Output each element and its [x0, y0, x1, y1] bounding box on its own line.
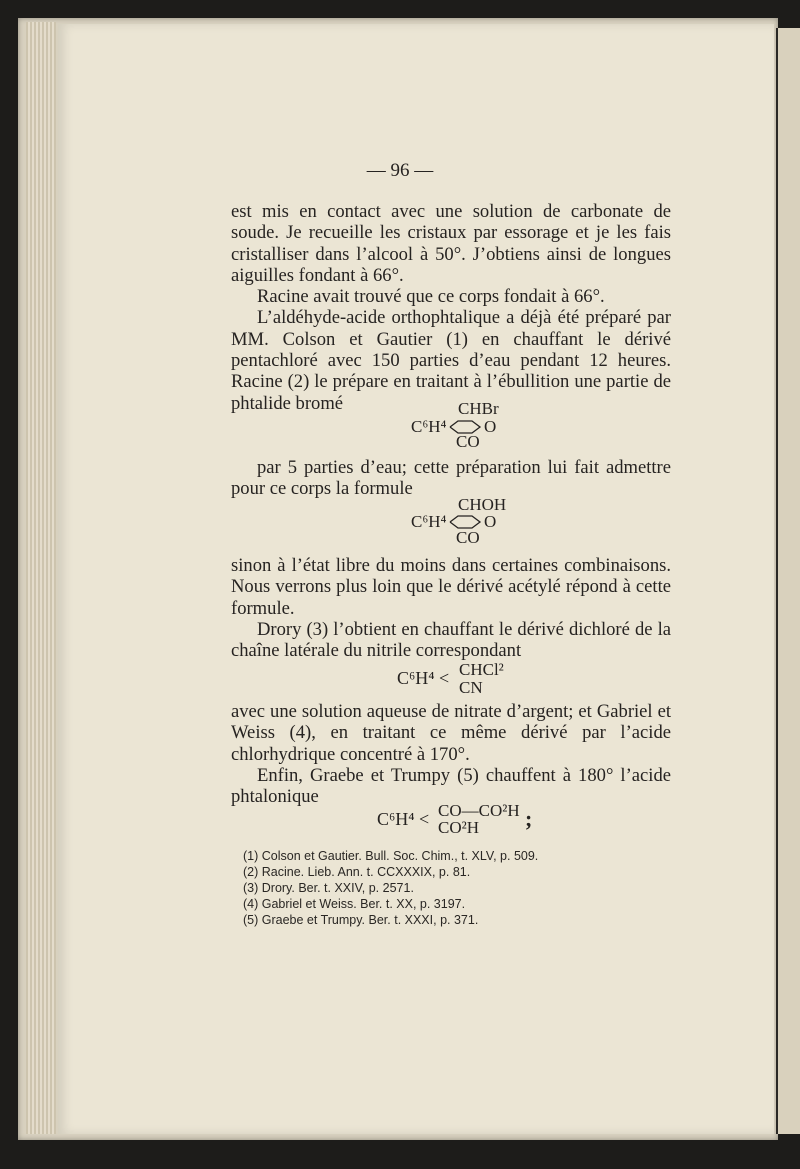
formula-left: C⁶H⁴ — [411, 417, 447, 436]
text-block-d — [231, 701, 671, 807]
paragraph: Enfin, Graebe et Trumpy (5) chauffent à 180° l’acide phtalonique — [231, 764, 671, 808]
paragraph: Drory (3) l’obtient en chauffant le dérivé dichloré de la chaîne latérale du nitrile correspondant — [231, 618, 671, 662]
paragraph: Racine avait trouvé que ce corps fondait à 66°. — [257, 286, 605, 308]
formula-top: CHCl² — [459, 660, 504, 679]
text-block-a — [231, 201, 671, 414]
formula-end: ; — [525, 806, 533, 831]
page-stack-edge — [26, 22, 56, 1134]
formula-left: C⁶H⁴ — [411, 512, 447, 531]
paragraph: avec une solution aqueuse de nitrate d’argent; et Gabriel et Weiss (4), en traitant ce même dérivé par l’acide chlorhydrique concentré à 170°. — [231, 701, 671, 765]
footnote: (5) Graebe et Trumpy. Ber. t. XXXI, p. 371. — [243, 913, 479, 927]
formula-bottom: CO — [456, 528, 480, 547]
page-number: — 96 — — [366, 160, 434, 181]
footnote: (4) Gabriel et Weiss. Ber. t. XX, p. 3197. — [243, 897, 466, 911]
formula-bottom: CN — [459, 678, 483, 697]
paragraph: par 5 parties d’eau; cette préparation lui fait admettre pour ce corps la formule — [231, 457, 671, 500]
next-page-edge — [776, 28, 800, 1134]
text-block-b — [231, 457, 671, 500]
footnote: (1) Colson et Gautier. Bull. Soc. Chim., t. XLV, p. 509. — [243, 849, 539, 863]
formula-left: C⁶H⁴ < — [397, 668, 450, 688]
footnote: (2) Racine. Lieb. Ann. t. CCXXXIX, p. 81. — [243, 865, 471, 879]
paragraph: est mis en contact avec une solution de carbonate de soude. Je recueille les cristaux par essorage et je les fais cristalliser dans l’alcool à 50°. J’obtiens ainsi de longues aiguilles fondant à 66°. — [231, 201, 671, 286]
formula-top: CHBr — [458, 399, 499, 418]
formula-mid: O — [484, 512, 497, 531]
formula-mid: O — [484, 417, 497, 436]
paragraph: sinon à l’état libre du moins dans certaines combinaisons. Nous verrons plus loin que le dérivé acétylé répond à cette formule. — [231, 555, 671, 619]
formula-top: CHOH — [458, 495, 507, 514]
footnotes — [243, 848, 663, 928]
formula-bottom: CO²H — [438, 818, 479, 837]
formula-bottom: CO — [456, 432, 480, 451]
footnote: (3) Drory. Ber. t. XXIV, p. 2571. — [243, 881, 414, 895]
formula-left: C⁶H⁴ < — [377, 809, 430, 829]
formula-top: CO—CO²H — [438, 801, 520, 820]
text-block-c — [231, 555, 671, 661]
paragraph: L’aldéhyde-acide orthophtalique a déjà été préparé par MM. Colson et Gautier (1) en chauffant le dérivé pentachloré avec 150 parties d’eau pendant 12 heures. Racine (2) le prépare en traitant à l’ébullition une partie de phtalide bromé — [231, 307, 671, 414]
